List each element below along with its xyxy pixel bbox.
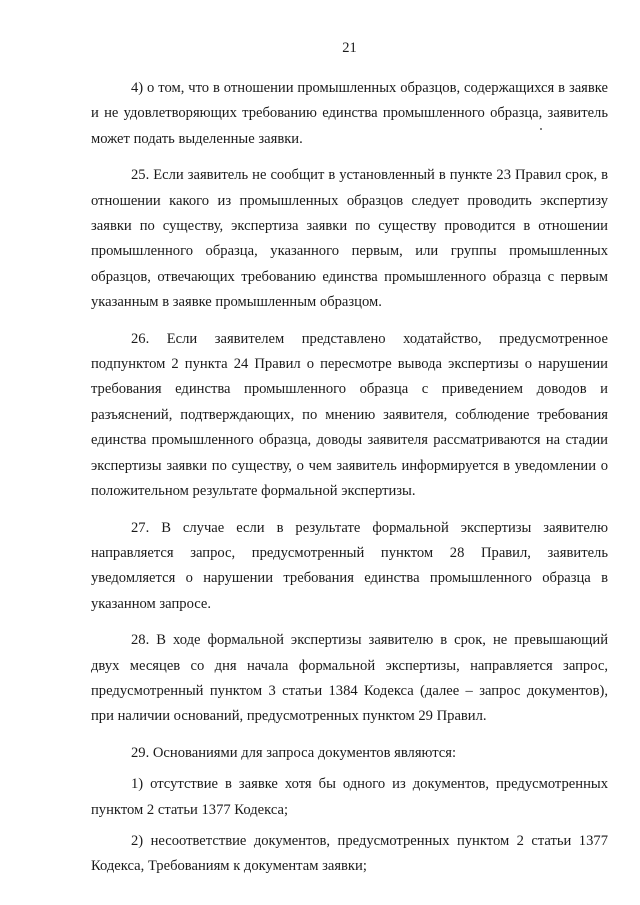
scan-speck bbox=[540, 128, 542, 130]
paragraph-26: 26. Если заявителем представлено ходатайство, предусмотренное подпунктом 2 пункта 24 Правил о пересмотре вывода экспертизы о нарушении требования единства промышленного образца с приведением доводов и разъяснений, подтверждающих, по мнению заявителя, соблюдение требования единства промышленного образца, доводы заявителя рассматриваются на стадии экспертизы заявки по существу, о чем заявитель информируется в уведомлении о положительном результате формальной экспертизы. bbox=[91, 330, 608, 500]
page-number: 21 bbox=[342, 40, 357, 56]
paragraph-25: 25. Если заявитель не сообщит в установленный в пункте 23 Правил срок, в отношении какого из промышленных образцов следует проводить экспертизу заявки по существу, экспертиза заявки по существу проводится в отношении промышленного образца, указанного первым, или группы промышленных образцов, отвечающих требованию единства промышленного образца с первым указанным в заявке промышленным образцом. bbox=[91, 167, 608, 311]
paragraph-29: 29. Основаниями для запроса документов являются: bbox=[131, 744, 457, 761]
paragraph-28: 28. В ходе формальной экспертизы заявителю в срок, не превышающий двух месяцев со дня начала формальной экспертизы, направляется запрос, предусмотренный пунктом 3 статьи 1384 Кодекса (далее – запрос документов), при наличии оснований, предусмотренных пунктом 29 Правил. bbox=[91, 632, 608, 725]
paragraph-item-4: 4) о том, что в отношении промышленных образцов, содержащихся в заявке и не удовлетворяющих требованию единства промышленного образца, заявитель может подать выделенные заявки. bbox=[91, 80, 608, 147]
paragraph-29-item-1: 1) отсутствие в заявке хотя бы одного из документов, предусмотренных пунктом 2 статьи 1377 Кодекса; bbox=[91, 776, 608, 818]
paragraph-27: 27. В случае если в результате формальной экспертизы заявителю направляется запрос, предусмотренный пунктом 28 Правил, заявитель уведомляется о нарушении требования единства промышленного образца в указанном запросе. bbox=[91, 519, 608, 612]
paragraph-29-item-2: 2) несоответствие документов, предусмотренных пунктом 2 статьи 1377 Кодекса, Требованиям к документам заявки; bbox=[91, 832, 608, 875]
